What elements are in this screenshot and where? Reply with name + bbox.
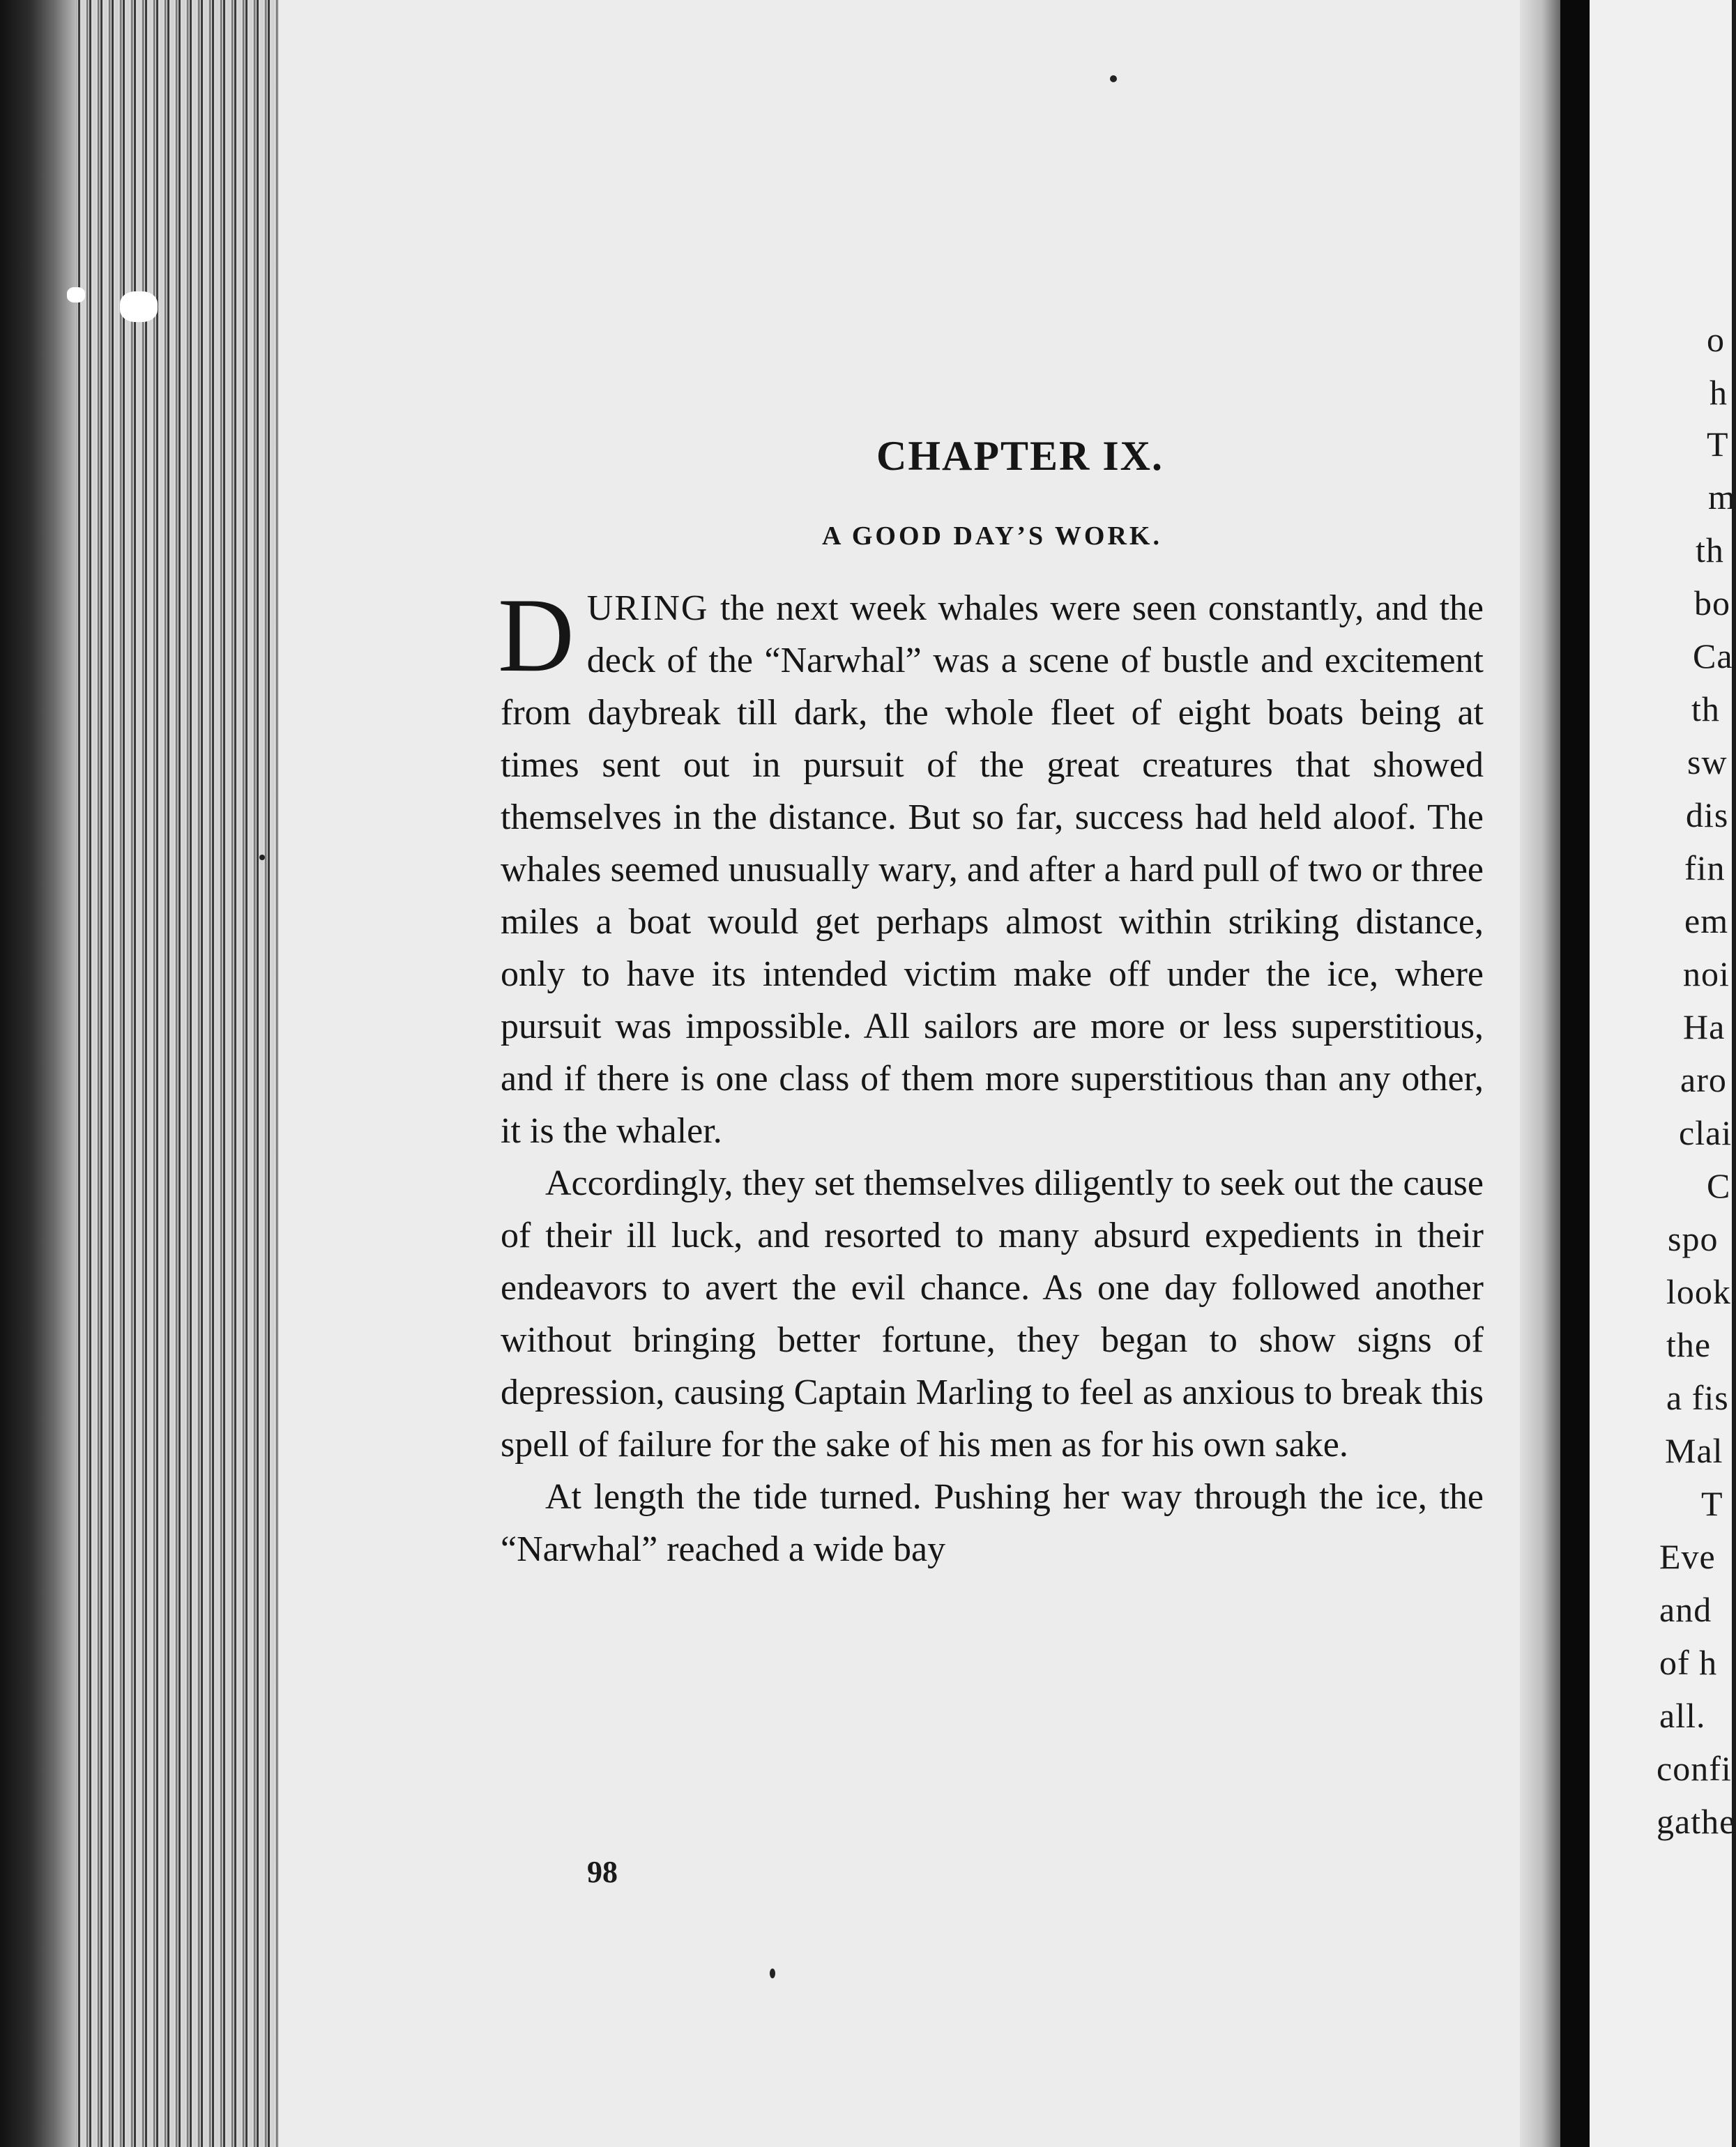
facing-text-fragment: spo <box>1668 1219 1719 1258</box>
facing-text-fragment: th <box>1691 689 1720 728</box>
facing-text-fragment: fin <box>1684 848 1726 887</box>
facing-text-fragment: confi <box>1657 1749 1732 1788</box>
facing-text-fragment: all. <box>1659 1696 1706 1735</box>
chapter-subtitle: A GOOD DAY’S WORK. <box>822 521 1162 551</box>
facing-text-fragment: dis <box>1686 795 1729 834</box>
facing-text-fragment: th <box>1696 530 1724 570</box>
gutter-fold <box>1560 0 1590 2147</box>
facing-text-fragment: m <box>1708 477 1736 517</box>
facing-text-fragment: T <box>1707 425 1729 464</box>
facing-text-fragment: look <box>1666 1272 1731 1311</box>
facing-text-fragment: the <box>1666 1325 1712 1364</box>
facing-text-fragment: noi <box>1683 954 1730 993</box>
facing-text-fragment: o <box>1707 320 1725 359</box>
facing-text-fragment: bo <box>1694 583 1730 622</box>
facing-text-fragment: aro <box>1680 1060 1727 1099</box>
facing-text-fragment: h <box>1710 373 1728 412</box>
facing-page <box>1590 0 1736 2147</box>
facing-text-fragment: gathe <box>1657 1802 1736 1841</box>
facing-text-fragment: Eve <box>1659 1537 1716 1576</box>
facing-text-fragment: em <box>1684 901 1729 940</box>
facing-text-fragment: Mal <box>1665 1431 1723 1470</box>
paper-speck <box>67 287 85 303</box>
paper-dot <box>1110 75 1117 82</box>
facing-text-fragment: T <box>1701 1484 1723 1523</box>
facing-text-fragment: Ca <box>1693 636 1733 675</box>
paragraph: At length the tide turned. Pushing her way through the ice, the “Narwhal” reached a wide bay <box>501 1477 1484 1569</box>
facing-text-fragment: a fis <box>1666 1378 1729 1417</box>
paragraph <box>498 576 1484 1157</box>
facing-text-fragment: Ha <box>1683 1007 1726 1046</box>
paper-dot <box>770 1969 775 1978</box>
paragraph-text: the next week whales were seen constantly, and the deck of the “Narwhal” was a scene of bustle and excitement from daybreak till dark, the whole fleet of eight boats being at times sent out in pursuit of the great creatures that showed themselves in the distance. But so far, success had held aloof. The whales seemed unusually wary, and after a hard pull of two or three miles a boat would get perhaps almost within striking distance, only to have its intended victim make off under the ice, where pursuit was impossible. All sailors are more or less superstitious, and if there is one class of them more superstitious than any other, it is the whaler. <box>501 588 1484 1151</box>
paper-dot <box>259 855 265 860</box>
chapter-heading: CHAPTER IX. <box>876 433 1164 479</box>
lead-word: URING <box>586 588 709 628</box>
paper-speck <box>120 291 158 322</box>
facing-text-fragment: C <box>1707 1166 1731 1205</box>
paragraph: Accordingly, they set themselves diligently to seek out the cause of their ill luck, and resorted to many absurd expedients in their endeavors to avert the evil chance. As one day followed another without bringing better fortune, they began to show signs of depression, causing Captain Marling to feel as anxious to break this spell of failure for the sake of his men as for his own sake. <box>501 1163 1484 1465</box>
drop-cap: D <box>498 576 574 694</box>
facing-text-fragment: clai <box>1679 1113 1733 1152</box>
text-block <box>498 432 1484 1575</box>
facing-text-fragment: of h <box>1659 1643 1718 1682</box>
spine-shadow <box>0 0 77 2147</box>
facing-text-fragment: and <box>1659 1590 1712 1629</box>
page-number: 98 <box>587 1855 618 1889</box>
facing-text-fragment: sw <box>1687 742 1728 781</box>
